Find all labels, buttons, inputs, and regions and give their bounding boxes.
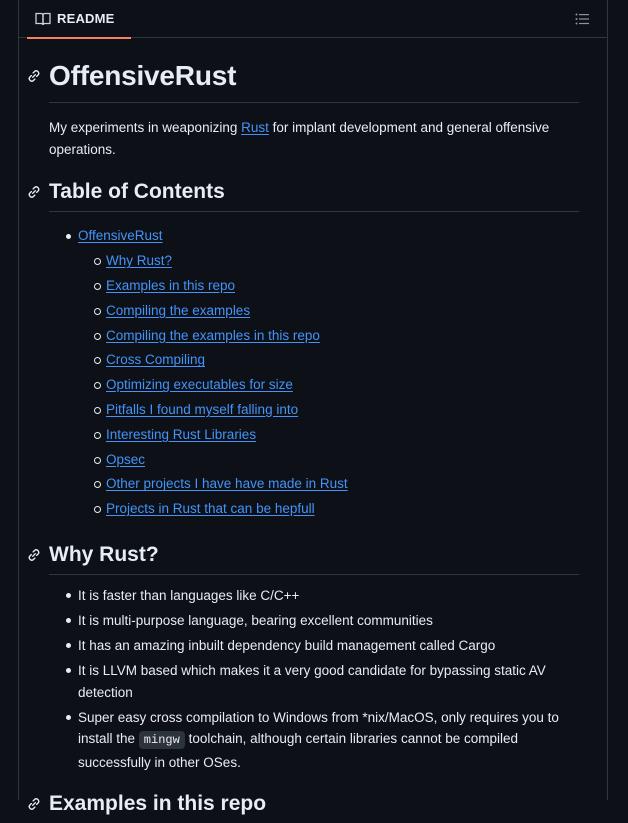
link-icon[interactable] — [27, 547, 43, 563]
link-icon[interactable] — [27, 68, 43, 84]
toc-link[interactable]: Compiling the examples in this repo — [106, 327, 320, 343]
toc-link[interactable]: Projects in Rust that can be hepfull — [106, 501, 315, 517]
list-item — [97, 448, 579, 473]
list-item: It has an amazing inbuilt dependency build management called Cargo — [69, 635, 579, 657]
bullet-text-end: toolchain, although certain libraries cannot be compiled successfully in other OSes. — [78, 731, 519, 770]
list-item — [97, 274, 579, 299]
heading-table-of-contents — [49, 179, 579, 212]
intro-text-start: My experiments in weaponizing — [49, 120, 242, 136]
intro-paragraph — [49, 117, 579, 161]
bullet-text-start: Super easy cross compilation to Windows from *nix/MacOS, only requires you to install the — [78, 709, 559, 747]
list-item — [97, 423, 579, 448]
heading-examples — [49, 791, 579, 823]
link-icon[interactable] — [27, 796, 43, 812]
heading-why-rust — [49, 542, 579, 575]
inline-code-mingw: mingw — [139, 731, 185, 749]
toc-link[interactable]: Other projects I have have made in Rust — [106, 476, 348, 492]
list-item — [69, 707, 579, 774]
toc-link[interactable]: Why Rust? — [106, 253, 173, 269]
list-item — [97, 373, 579, 398]
heading-offensiverust — [49, 60, 579, 103]
readme-tab[interactable] — [33, 0, 117, 38]
list-item — [97, 249, 579, 274]
toc-sublist — [97, 249, 579, 522]
list-item: It is faster than languages like C/C++ — [69, 585, 579, 607]
toc-link-offensiverust[interactable]: OffensiveRust — [78, 228, 163, 244]
readme-content — [19, 60, 607, 823]
list-item — [97, 398, 579, 423]
list-item: It is multi-purpose language, bearing excellent communities — [69, 610, 579, 632]
readme-panel — [18, 0, 608, 816]
toc-link[interactable]: Examples in this repo — [106, 277, 236, 293]
link-icon[interactable] — [27, 184, 43, 200]
list-item — [97, 299, 579, 324]
list-item — [97, 497, 579, 522]
active-tab-underline — [27, 37, 131, 39]
outline-button[interactable] — [571, 8, 593, 30]
toc-heading: Table of Contents — [49, 180, 225, 204]
list-item — [97, 348, 579, 373]
book-icon — [35, 12, 51, 26]
list-item — [97, 324, 579, 349]
why-rust-heading: Why Rust? — [49, 542, 159, 566]
list-item: It is LLVM based which makes it a very good candidate for bypassing static AV detection — [69, 660, 579, 703]
list-unordered-icon — [575, 13, 589, 25]
rust-link[interactable]: Rust — [241, 120, 269, 136]
toc-link[interactable]: Cross Compiling — [106, 352, 206, 368]
intro-text-end: for implant development and general offensive operations. — [49, 120, 550, 158]
examples-heading: Examples in this repo — [49, 792, 267, 816]
toc-link[interactable]: Interesting Rust Libraries — [106, 426, 257, 442]
list-item — [69, 224, 579, 522]
toc-link[interactable]: Opsec — [106, 451, 146, 467]
toc-list — [69, 224, 579, 522]
readme-title: README — [57, 11, 115, 26]
toc-link[interactable]: Pitfalls I found myself falling into — [106, 401, 299, 417]
why-rust-list — [69, 585, 579, 773]
list-item — [97, 472, 579, 497]
toc-link[interactable]: Optimizing executables for size — [106, 377, 293, 393]
page-title: OffensiveRust — [49, 60, 237, 91]
readme-header — [19, 0, 607, 38]
toc-link[interactable]: Compiling the examples — [106, 302, 251, 318]
